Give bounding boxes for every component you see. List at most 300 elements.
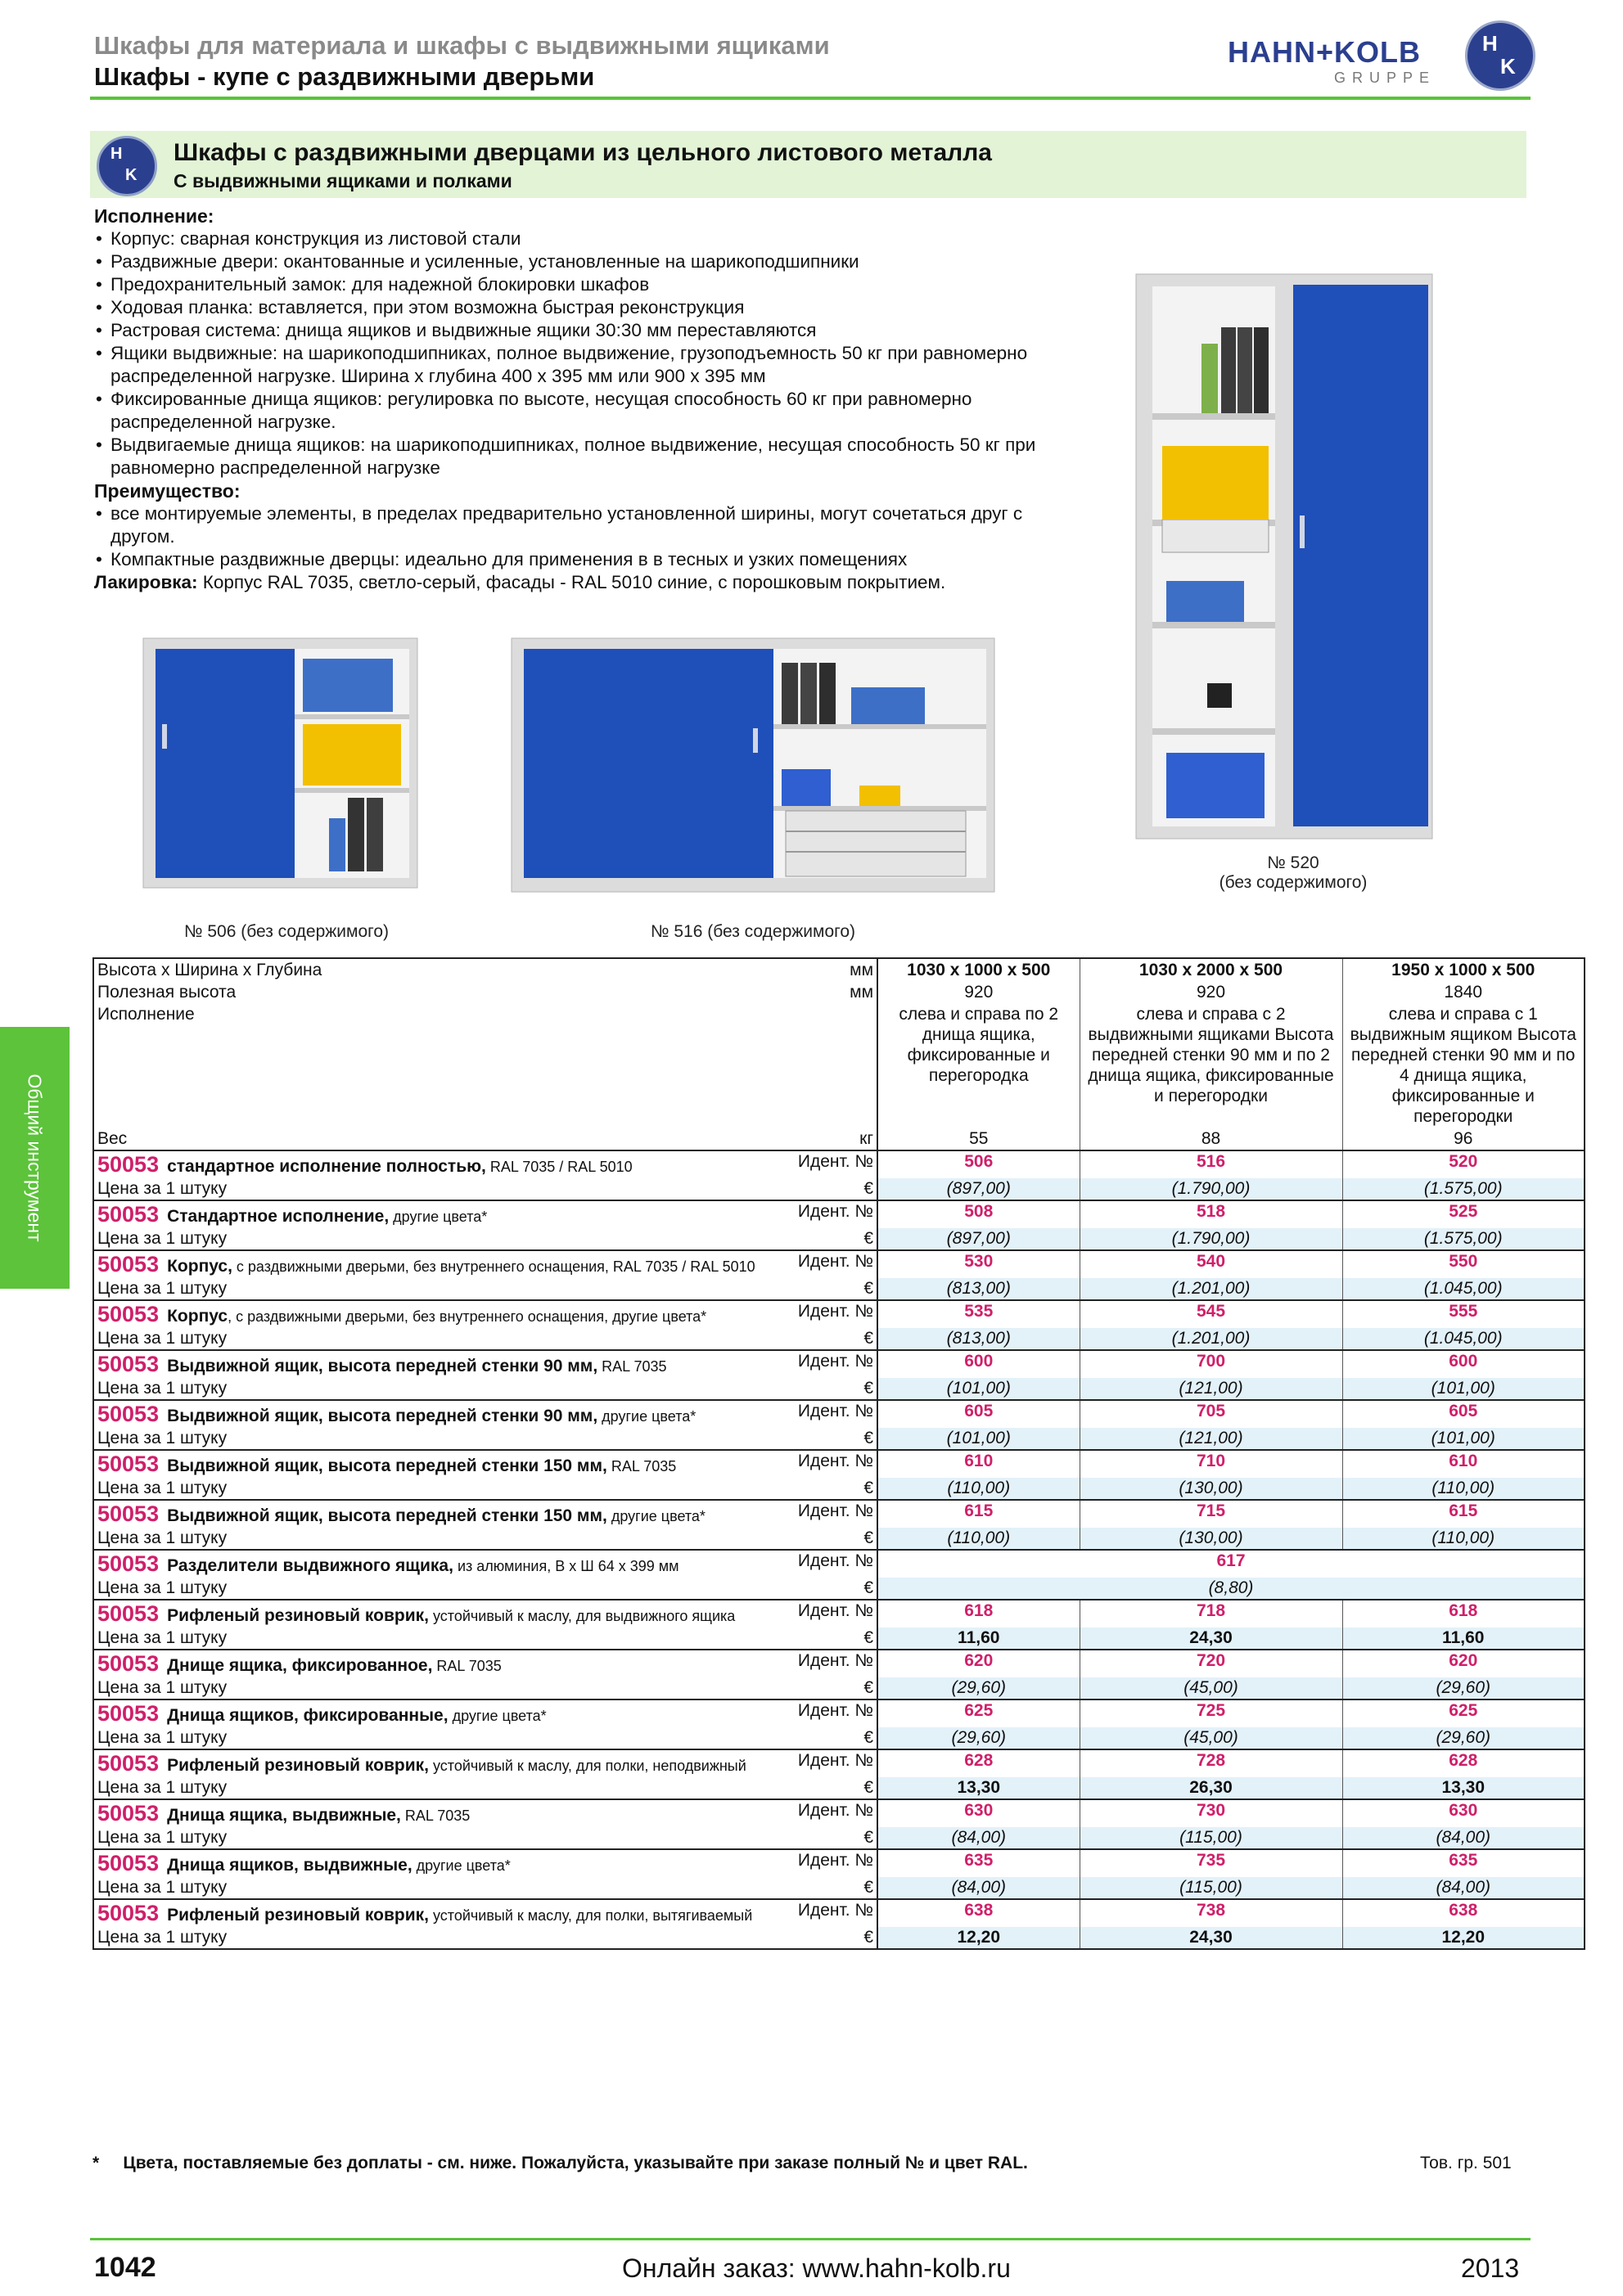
price-value: 12,20 (1342, 1927, 1585, 1949)
price-label: Цена за 1 штуку (93, 1478, 797, 1500)
price-value: 26,30 (1080, 1777, 1342, 1799)
price-value: (29,60) (877, 1727, 1080, 1749)
price-label: Цена за 1 штуку (93, 1627, 797, 1650)
currency: € (797, 1428, 877, 1450)
currency: € (797, 1328, 877, 1350)
ident-number[interactable]: 630 (1342, 1799, 1585, 1827)
caption-line: (без содержимого) (1219, 873, 1368, 892)
ident-number[interactable]: 735 (1080, 1849, 1342, 1877)
ident-number[interactable]: 718 (1080, 1600, 1342, 1627)
ident-label: Идент. № (797, 1851, 873, 1870)
brand-logo (1228, 20, 1531, 90)
ident-label: Идент. № (797, 1352, 873, 1371)
item-name-cell (93, 1150, 877, 1178)
ident-number[interactable]: 508 (877, 1200, 1080, 1228)
item-desc: с раздвижными дверьми, без внутреннего оснащения, RAL 7035 / RAL 5010 (232, 1258, 755, 1275)
price-label: Цена за 1 штуку (93, 1328, 797, 1350)
currency: € (797, 1478, 877, 1500)
list-item: • Корпус: сварная конструкция из листовой стали (94, 227, 1060, 250)
section-subtitle: С выдвижными ящиками и полками (174, 170, 512, 191)
currency: € (797, 1877, 877, 1899)
price-label: Цена за 1 штуку (93, 1777, 797, 1799)
price-value: (1.790,00) (1080, 1228, 1342, 1250)
ident-number[interactable]: 700 (1080, 1350, 1342, 1378)
list-item: • Ходовая планка: вставляется, при этом возможна быстрая реконструкция (94, 296, 1060, 319)
catalog-year: 2013 (1461, 2253, 1520, 2283)
article-number: 50053 (97, 1352, 160, 1376)
item-name-cell (93, 1600, 877, 1627)
table-row (93, 1150, 1585, 1178)
item-name: Выдвижной ящик, высота передней стенки 90 мм, (167, 1407, 598, 1425)
ident-number[interactable]: 738 (1080, 1899, 1342, 1927)
spec-value: 920 (877, 981, 1080, 1003)
table-row (93, 1899, 1585, 1927)
ident-number[interactable]: 705 (1080, 1400, 1342, 1428)
caption-516: № 516 (без содержимого) (650, 922, 856, 941)
price-value: (115,00) (1080, 1877, 1342, 1899)
ident-number[interactable]: 720 (1080, 1650, 1342, 1677)
item-name-cell (93, 1799, 877, 1827)
article-number: 50053 (97, 1252, 160, 1276)
category-side-tab[interactable] (0, 1027, 70, 1289)
ident-number[interactable]: 630 (877, 1799, 1080, 1827)
currency: € (797, 1827, 877, 1849)
spec-value: слева и справа с 2 выдвижными ящиками Высота передней стенки 90 мм и по 2 днища ящика, фиксированные и перегородки (1080, 1003, 1342, 1128)
header-subcategory: Шкафы - купе с раздвижными дверьми (94, 62, 595, 91)
item-desc: устойчивый к маслу, для полки, неподвижный (428, 1758, 746, 1774)
table-row (93, 1350, 1585, 1378)
exec-heading: Исполнение: (94, 205, 214, 227)
ident-number[interactable]: 728 (1080, 1749, 1342, 1777)
item-desc: устойчивый к маслу, для полки, вытягиваемый (428, 1907, 753, 1924)
currency: € (797, 1228, 877, 1250)
footer-divider (90, 2238, 1531, 2240)
item-desc: RAL 7035 (432, 1658, 502, 1674)
list-item: • Компактные раздвижные дверцы: идеально для применения в в тесных и узких помещениях (94, 548, 1060, 571)
table-row (93, 1749, 1585, 1777)
table-row (93, 1600, 1585, 1627)
price-row (93, 1627, 1585, 1650)
table-row (93, 1450, 1585, 1478)
price-value: 13,30 (877, 1777, 1080, 1799)
item-name-cell (93, 1300, 877, 1328)
item-name: Разделители выдвижного ящика, (167, 1556, 453, 1575)
page-number: 1042 (94, 2252, 156, 2283)
side-tab-label: Общий инструмент (24, 1074, 46, 1242)
price-label: Цена за 1 штуку (93, 1228, 797, 1250)
cabinet-516-image (507, 634, 999, 896)
currency: € (797, 1927, 877, 1949)
ident-label: Идент. № (797, 1651, 873, 1670)
badge-letter: H (110, 145, 123, 163)
ident-number[interactable]: 600 (877, 1350, 1080, 1378)
price-value: (29,60) (877, 1677, 1080, 1699)
price-label: Цена за 1 штуку (93, 1727, 797, 1749)
article-number: 50053 (97, 1601, 160, 1626)
table-row (93, 1699, 1585, 1727)
item-name: Выдвижной ящик, высота передней стенки 150 мм, (167, 1456, 607, 1475)
ident-label: Идент. № (797, 1152, 873, 1171)
table-row (93, 1650, 1585, 1677)
price-row (93, 1178, 1585, 1200)
price-row (93, 1777, 1585, 1799)
ident-number[interactable]: 628 (1342, 1749, 1585, 1777)
section-badge-icon (97, 136, 157, 196)
logo-text: HAHN+KOLB (1228, 35, 1422, 69)
price-value: (1.201,00) (1080, 1328, 1342, 1350)
currency: € (797, 1178, 877, 1200)
item-name: Рифленый резиновый коврик, (167, 1906, 429, 1925)
article-number: 50053 (97, 1152, 160, 1177)
ident-number[interactable]: 620 (877, 1650, 1080, 1677)
ident-number[interactable]: 610 (1342, 1450, 1585, 1478)
item-desc: RAL 7035 (597, 1358, 667, 1375)
price-label: Цена за 1 штуку (93, 1877, 797, 1899)
item-desc: другие цвета* (597, 1408, 697, 1425)
ident-number[interactable]: 600 (1342, 1350, 1585, 1378)
logo-badge-letter: H (1482, 31, 1498, 56)
paint-info (94, 571, 1060, 594)
price-value: (813,00) (877, 1278, 1080, 1300)
price-value: (130,00) (1080, 1478, 1342, 1500)
currency: € (797, 1677, 877, 1699)
currency: € (797, 1378, 877, 1400)
price-value: (110,00) (1342, 1478, 1585, 1500)
item-desc: другие цвета* (389, 1209, 488, 1225)
item-name-cell (93, 1500, 877, 1528)
price-value: 11,60 (877, 1627, 1080, 1650)
price-value: (897,00) (877, 1228, 1080, 1250)
price-value: (1.575,00) (1342, 1178, 1585, 1200)
item-name-cell (93, 1699, 877, 1727)
ident-label: Идент. № (797, 1601, 873, 1620)
article-number: 50053 (97, 1402, 160, 1426)
ident-number[interactable]: 610 (877, 1450, 1080, 1478)
list-item: • Предохранительный замок: для надежной блокировки шкафов (94, 273, 1060, 296)
price-label: Цена за 1 штуку (93, 1927, 797, 1949)
online-order-link[interactable]: Онлайн заказ: www.hahn-kolb.ru (622, 2253, 1011, 2283)
ident-label: Идент. № (797, 1701, 873, 1720)
item-name: Днища ящиков, фиксированные, (167, 1706, 449, 1725)
list-item: • Раздвижные двери: окантованные и усиленные, установленные на шарикоподшипники (94, 250, 1060, 273)
item-name: Выдвижной ящик, высота передней стенки 90 мм, (167, 1357, 598, 1375)
price-value: (813,00) (877, 1328, 1080, 1350)
ident-label: Идент. № (797, 1252, 873, 1271)
article-number: 50053 (97, 1551, 160, 1576)
spec-value: 1030 x 2000 x 500 (1080, 958, 1342, 981)
table-row (93, 1250, 1585, 1278)
spec-unit: мм (850, 983, 873, 1002)
price-label: Цена за 1 штуку (93, 1578, 797, 1600)
article-number: 50053 (97, 1751, 160, 1776)
price-value: (121,00) (1080, 1428, 1342, 1450)
price-label: Цена за 1 штуку (93, 1677, 797, 1699)
ident-number[interactable]: 518 (1080, 1200, 1342, 1228)
table-row (93, 1550, 1585, 1578)
list-item: • Выдвигаемые днища ящиков: на шарикоподшипниках, полное выдвижение, несущая способность 50 кг при равномерно распределенной нагрузке (94, 434, 1060, 479)
product-group: Тов. гр. 501 (1420, 2154, 1512, 2172)
ident-label: Идент. № (797, 1501, 873, 1520)
item-name-cell (93, 1849, 877, 1877)
price-value: (1.575,00) (1342, 1228, 1585, 1250)
ident-number[interactable]: 506 (877, 1150, 1080, 1178)
article-number: 50053 (97, 1452, 160, 1476)
item-name-cell (93, 1550, 877, 1578)
price-value: 12,20 (877, 1927, 1080, 1949)
price-value: (29,60) (1342, 1677, 1585, 1699)
price-row (93, 1328, 1585, 1350)
price-label: Цена за 1 штуку (93, 1827, 797, 1849)
item-name-cell (93, 1400, 877, 1428)
article-number: 50053 (97, 1651, 160, 1676)
price-label: Цена за 1 штуку (93, 1378, 797, 1400)
price-value: (84,00) (877, 1877, 1080, 1899)
ident-number[interactable]: 605 (1342, 1400, 1585, 1428)
ident-number[interactable]: 635 (877, 1849, 1080, 1877)
spec-value: 96 (1342, 1128, 1585, 1150)
spec-label: Исполнение (97, 1005, 195, 1024)
price-value: (1.045,00) (1342, 1278, 1585, 1300)
item-desc: другие цвета* (606, 1508, 706, 1524)
ident-number[interactable]: 618 (1342, 1600, 1585, 1627)
price-value: (101,00) (1342, 1378, 1585, 1400)
item-name-cell (93, 1350, 877, 1378)
ident-number[interactable]: 615 (1342, 1500, 1585, 1528)
ident-number[interactable]: 730 (1080, 1799, 1342, 1827)
item-name: Днища ящиков, выдвижные, (167, 1856, 413, 1875)
price-value: (101,00) (877, 1378, 1080, 1400)
table-row (93, 1400, 1585, 1428)
ident-label: Идент. № (797, 1302, 873, 1321)
spec-unit: мм (850, 961, 873, 979)
item-name: Днище ящика, фиксированное, (167, 1656, 433, 1675)
currency: € (797, 1528, 877, 1550)
price-value: (1.790,00) (1080, 1178, 1342, 1200)
ident-number[interactable]: 617 (877, 1550, 1585, 1578)
price-row (93, 1877, 1585, 1899)
spec-value: 1840 (1342, 981, 1585, 1003)
ident-number[interactable]: 638 (1342, 1899, 1585, 1927)
ident-number[interactable]: 516 (1080, 1150, 1342, 1178)
adv-list (94, 502, 1060, 571)
item-name: Днища ящика, выдвижные, (167, 1806, 401, 1825)
price-label: Цена за 1 штуку (93, 1428, 797, 1450)
ident-number[interactable]: 620 (1342, 1650, 1585, 1677)
list-item: • Ящики выдвижные: на шарикоподшипниках, полное выдвижение, грузоподъемность 50 кг при равномерно распределенной нагрузке. Ширина х глубина 400 х 395 мм или 900 х 395 мм (94, 342, 1060, 388)
spec-row (93, 1003, 1585, 1128)
price-value: (84,00) (1342, 1827, 1585, 1849)
item-name-cell (93, 1749, 877, 1777)
ident-label: Идент. № (797, 1202, 873, 1221)
price-value: (84,00) (877, 1827, 1080, 1849)
spec-value: 1030 x 1000 x 500 (877, 958, 1080, 981)
footnote (92, 2154, 1028, 2173)
footnote-star: * (92, 2154, 100, 2172)
footnote-text: Цвета, поставляемые без доплаты - см. ниже. Пожалуйста, указывайте при заказе полный № и цвет RAL. (123, 2154, 1028, 2172)
item-name-cell (93, 1899, 877, 1927)
ident-number[interactable]: 550 (1342, 1250, 1585, 1278)
ident-number[interactable]: 520 (1342, 1150, 1585, 1178)
item-desc: RAL 7035 (400, 1808, 471, 1824)
price-row (93, 1677, 1585, 1699)
adv-heading: Преимущество: (94, 480, 241, 502)
price-row (93, 1827, 1585, 1849)
ident-label: Идент. № (797, 1402, 873, 1420)
spec-value: слева и справа по 2 днища ящика, фиксированные и перегородка (877, 1003, 1080, 1128)
price-value: (84,00) (1342, 1877, 1585, 1899)
product-table (92, 957, 1585, 1950)
price-row (93, 1578, 1585, 1600)
item-name: Рифленый резиновый коврик, (167, 1606, 429, 1625)
list-item: • Растровая система: днища ящиков и выдвижные ящики 30:30 мм переставляются (94, 319, 1060, 342)
item-name: Рифленый резиновый коврик, (167, 1756, 429, 1775)
spec-unit (797, 1003, 877, 1128)
item-desc: устойчивый к маслу, для выдвижного ящика (428, 1608, 736, 1624)
price-label: Цена за 1 штуку (93, 1278, 797, 1300)
ident-number[interactable]: 715 (1080, 1500, 1342, 1528)
currency: € (797, 1578, 877, 1600)
price-value: (29,60) (1342, 1727, 1585, 1749)
paint-text: Корпус RAL 7035, светло-серый, фасады - RAL 5010 синие, с порошковым покрытием. (197, 572, 946, 592)
price-row (93, 1478, 1585, 1500)
price-value: (1.045,00) (1342, 1328, 1585, 1350)
article-number: 50053 (97, 1501, 160, 1526)
price-value: (115,00) (1080, 1827, 1342, 1849)
price-value: 24,30 (1080, 1627, 1342, 1650)
price-row (93, 1927, 1585, 1949)
item-desc: , с раздвижными дверьми, без внутреннего оснащения, другие цвета* (228, 1308, 707, 1325)
item-desc: RAL 7035 (606, 1458, 677, 1474)
price-row (93, 1428, 1585, 1450)
ident-number[interactable]: 618 (877, 1600, 1080, 1627)
ident-label: Идент. № (797, 1551, 873, 1570)
ident-number[interactable]: 725 (1080, 1699, 1342, 1727)
article-number: 50053 (97, 1801, 160, 1826)
item-name: Корпус, (167, 1257, 232, 1276)
article-number: 50053 (97, 1851, 160, 1875)
spec-row (93, 958, 1585, 981)
ident-number[interactable]: 638 (877, 1899, 1080, 1927)
item-name: Корпус (167, 1307, 228, 1326)
ident-number[interactable]: 605 (877, 1400, 1080, 1428)
spec-unit: кг (859, 1129, 873, 1148)
price-value: (101,00) (877, 1428, 1080, 1450)
product-description (94, 205, 1060, 594)
spec-row (93, 1128, 1585, 1150)
caption-520 (1162, 853, 1424, 893)
ident-number[interactable]: 615 (877, 1500, 1080, 1528)
item-name-cell (93, 1450, 877, 1478)
ident-number[interactable]: 555 (1342, 1300, 1585, 1328)
price-value: 13,30 (1342, 1777, 1585, 1799)
spec-row (93, 981, 1585, 1003)
item-desc: другие цвета* (448, 1708, 547, 1724)
ident-number[interactable]: 625 (877, 1699, 1080, 1727)
ident-number[interactable]: 635 (1342, 1849, 1585, 1877)
header-divider (90, 97, 1531, 100)
price-value: (45,00) (1080, 1727, 1342, 1749)
price-value: (110,00) (1342, 1528, 1585, 1550)
item-name-cell (93, 1650, 877, 1677)
article-number: 50053 (97, 1701, 160, 1726)
price-label: Цена за 1 штуку (93, 1178, 797, 1200)
spec-label: Вес (97, 1129, 128, 1148)
table-row (93, 1200, 1585, 1228)
price-value: (101,00) (1342, 1428, 1585, 1450)
price-value: (897,00) (877, 1178, 1080, 1200)
price-value: 11,60 (1342, 1627, 1585, 1650)
logo-badge-icon (1465, 20, 1535, 91)
item-name-cell (93, 1250, 877, 1278)
ident-number[interactable]: 540 (1080, 1250, 1342, 1278)
logo-subtext: GRUPPE (1334, 70, 1436, 86)
list-item: • Фиксированные днища ящиков: регулировка по высоте, несущая способность 60 кг при равномерно распределенной нагрузке. (94, 388, 1060, 434)
spec-label: Высота х Ширина х Глубина (97, 961, 322, 979)
price-label: Цена за 1 штуку (93, 1528, 797, 1550)
cabinet-520-image (1129, 270, 1440, 851)
price-value: (130,00) (1080, 1528, 1342, 1550)
price-value: (110,00) (877, 1528, 1080, 1550)
paint-label: Лакировка: (94, 572, 198, 592)
item-name: Выдвижной ящик, высота передней стенки 150 мм, (167, 1506, 607, 1525)
article-number: 50053 (97, 1202, 160, 1227)
header-category: Шкафы для материала и шкафы с выдвижными ящиками (94, 31, 830, 60)
price-row (93, 1727, 1585, 1749)
ident-label: Идент. № (797, 1751, 873, 1770)
price-value: (8,80) (877, 1578, 1585, 1600)
price-value: (1.201,00) (1080, 1278, 1342, 1300)
ident-number[interactable]: 625 (1342, 1699, 1585, 1727)
badge-letter: K (125, 166, 138, 184)
list-item: • все монтируемые элементы, в пределах предварительно установленной ширины, могут сочетаться друг с другом. (94, 502, 1060, 548)
table-row (93, 1500, 1585, 1528)
spec-value: 1950 x 1000 x 500 (1342, 958, 1585, 981)
price-row (93, 1278, 1585, 1300)
price-value: 24,30 (1080, 1927, 1342, 1949)
price-row (93, 1528, 1585, 1550)
table-row (93, 1849, 1585, 1877)
ident-label: Идент. № (797, 1901, 873, 1920)
ident-number[interactable]: 525 (1342, 1200, 1585, 1228)
table-row (93, 1799, 1585, 1827)
ident-number[interactable]: 628 (877, 1749, 1080, 1777)
logo-badge-letter: K (1500, 54, 1516, 79)
caption-506: № 506 (без содержимого) (183, 922, 390, 941)
exec-list (94, 227, 1060, 479)
ident-label: Идент. № (797, 1452, 873, 1470)
currency: € (797, 1777, 877, 1799)
ident-number[interactable]: 545 (1080, 1300, 1342, 1328)
caption-line: № 520 (1267, 853, 1319, 872)
item-name: Стандартное исполнение, (167, 1207, 390, 1226)
item-desc: другие цвета* (412, 1857, 511, 1874)
spec-value: слева и справа с 1 выдвижным ящиком Высота передней стенки 90 мм и по 4 днища ящика, фиксированные и перегородки (1342, 1003, 1585, 1128)
ident-number[interactable]: 535 (877, 1300, 1080, 1328)
article-number: 50053 (97, 1901, 160, 1925)
item-name: стандартное исполнение полностью, (167, 1157, 486, 1176)
table-row (93, 1300, 1585, 1328)
cabinet-506-image (139, 634, 422, 892)
ident-number[interactable]: 530 (877, 1250, 1080, 1278)
price-value: (110,00) (877, 1478, 1080, 1500)
price-row (93, 1378, 1585, 1400)
price-value: (121,00) (1080, 1378, 1342, 1400)
item-desc: RAL 7035 / RAL 5010 (485, 1159, 633, 1175)
price-value: (45,00) (1080, 1677, 1342, 1699)
currency: € (797, 1278, 877, 1300)
item-desc: из алюминия, В х Ш 64 х 399 мм (453, 1558, 679, 1574)
ident-number[interactable]: 710 (1080, 1450, 1342, 1478)
